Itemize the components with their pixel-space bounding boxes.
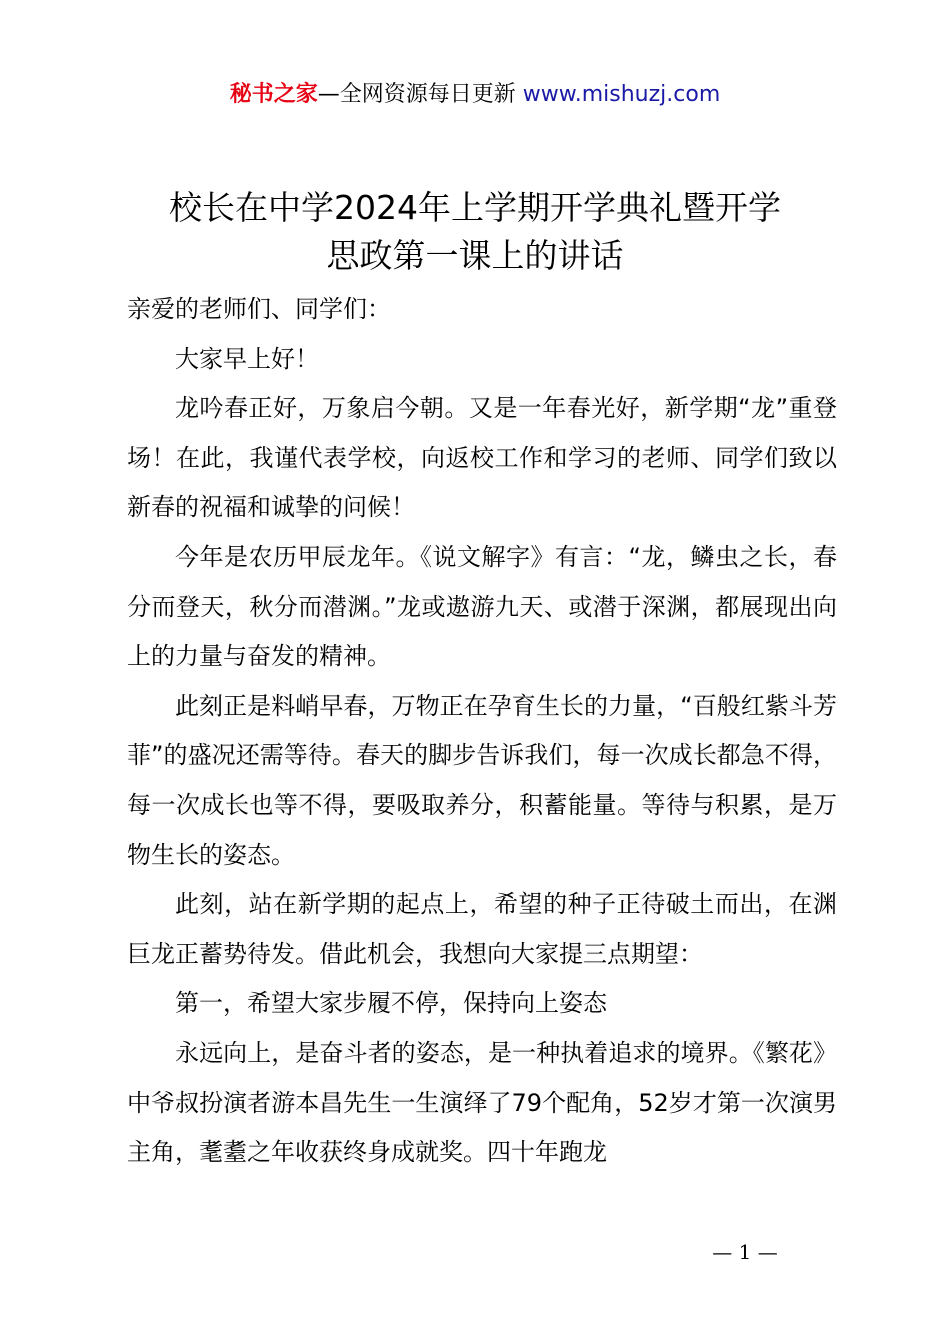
- brand-name: 秘书之家: [229, 82, 318, 107]
- salutation: 亲爱的老师们、同学们：: [127, 295, 391, 323]
- header-tagline: —全网资源每日更新: [317, 82, 516, 107]
- paragraph: 永远向上，是奋斗者的姿态，是一种执着追求的境界。《繁花》中爷叔扮演者游本昌先生一生演绎了79个配角，52岁才第一次演男主角，耄耋之年收获终身成就奖。四十年跑龙: [127, 1038, 837, 1167]
- section-heading: 第一，希望大家步履不停，保持向上姿态: [175, 989, 607, 1018]
- document-title: [100, 184, 850, 280]
- title-line-2: 思政第一课上的讲话: [326, 236, 624, 275]
- site-url-link[interactable]: www.mishuzj.com: [522, 82, 721, 107]
- page-number: — 1 —: [712, 1240, 778, 1264]
- paragraph: 此刻正是料峭早春，万物正在孕育生长的力量，“百般红紫斗芳菲”的盛况还需等待。春天的脚步告诉我们，每一次成长都急不得，每一次成长也等不得，要吸取养分，积蓄能量。等待与积累，是万物生长的姿态。: [127, 691, 837, 869]
- paragraph: 今年是农历甲辰龙年。《说文解字》有言：“龙，鳞虫之长，春分而登天，秋分而潜渊。”龙或遨游九天、或潜于深渊，都展现出向上的力量与奋发的精神。: [127, 542, 837, 671]
- site-header: [0, 78, 950, 112]
- paragraph: 此刻，站在新学期的起点上，希望的种子正待破土而出，在渊巨龙正蓄势待发。借此机会，我想向大家提三点期望：: [127, 890, 837, 968]
- document-body: [127, 285, 837, 1178]
- paragraph: 大家早上好！: [175, 344, 319, 373]
- paragraph: 龙吟春正好，万象启今朝。又是一年春光好，新学期“龙”重登场！在此，我谨代表学校，向返校工作和学习的老师、同学们致以新春的祝福和诚挚的问候！: [127, 394, 837, 522]
- title-line-1: 校长在中学2024年上学期开学典礼暨开学: [169, 188, 781, 227]
